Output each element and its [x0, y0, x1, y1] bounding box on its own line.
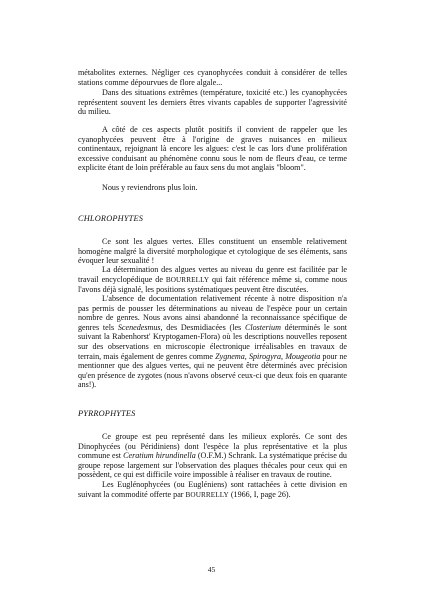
text-run: L'absence de documentation relativement récente à notre disposition n'a pas permis de pousser les déterminations au niveau de l'espèce pour un certain nombre de genres. Nous avons ainsi abandonné la reconnaissance spécifique de genres tels	[78, 294, 347, 332]
text-run: ,	[281, 351, 286, 361]
text-run: La détermination des algues vertes au niveau du genre est facilitée par le travail encyclopédique de	[78, 265, 347, 284]
text-run: Dans des situations extrêmes (température, toxicité etc.) les cyanophycées représentent souvent les derniers êtres vivants capables de supporter l'agressivité du milieu.	[78, 88, 347, 117]
paragraph-dinophycees	[78, 432, 347, 480]
italic-term: Scenedesmus	[117, 322, 161, 332]
section-heading-pyrrophytes: PYRROPHYTES	[78, 409, 136, 418]
section-heading-chlorophytes: CHLOROPHYTES	[78, 214, 144, 223]
author-name: BOURRELLY	[185, 490, 229, 499]
text-run: déterminés le sont suivant la Rabenhorst' Kryptogamen-Flora) où les descriptions nouvelles reposent sur des observations en microscopie électronique irréalisables en travaux de terrain, mais également de genres comme	[78, 322, 347, 361]
text-run: ,	[244, 351, 249, 361]
paragraph-nous-y-reviendrons	[78, 183, 347, 193]
paragraph-determination	[78, 265, 347, 295]
italic-term: Closterium	[244, 322, 281, 332]
text-run: qui fait référence même si, comme nous l'avons déjà signalé, les positions systématiques peuvent être discutées.	[78, 274, 348, 295]
text-run: pour ne mentionner que des algues vertes, qui ne peuvent être déterminés avec précision qu'en présence de zygotes (nous n'avons observé ceux-ci que deux fois en quarante ans!).	[78, 351, 348, 390]
italic-term: Zygnema	[215, 351, 245, 361]
paragraph-algues-vertes	[78, 237, 347, 266]
author-name: BOURRELLY	[165, 275, 210, 284]
italic-term: Ceratium hirundinella	[123, 451, 196, 461]
paragraph-euglenophycees	[78, 480, 347, 500]
text-run: Ce groupe est peu représenté dans les milieux explorés. Ce sont des Dinophycées (ou Péridiniens) dont l'espèce la plus représentative et la plus commune est	[78, 432, 347, 461]
paragraph-absence-documentation	[78, 294, 347, 390]
text-run: Les Euglénophycées (ou Eugléniens) sont rattachées à cette division en suivant la commodité offerte par	[78, 480, 347, 499]
text-run: Ce sont les algues vertes. Elles constituent un ensemble relativement homogène malgré la diversité morphologique et cytologique de ses éléments, sans évoquer leur sexualité !	[78, 237, 347, 266]
text-run: (1966, I, page 26).	[228, 489, 291, 499]
paragraph-situations-extremes	[78, 88, 347, 117]
paragraph-metabolites	[78, 68, 347, 87]
page-number: 45	[207, 565, 216, 574]
text-run: Nous y reviendrons plus loin.	[102, 183, 198, 192]
paragraph-aspects-positifs	[78, 125, 347, 173]
text-run: métabolites externes. Négliger ces cyanophycées conduit à considérer de telles stations comme dépourvues de flore algale...	[78, 68, 347, 87]
italic-term: Spirogyra	[248, 351, 282, 361]
text-run: A côté de ces aspects plutôt positifs il convient de rappeler que les cyanophycées peuvent être à l'origine de graves nuisances en milieux continentaux, rejoignant là encore les algues: c'est le cas lors d'une prolifération excessive conduisant au phénomène connu sous le nom de fleurs d'eau, ce terme explicite étant de loin préférable au faux sens du mot anglais "bloom".	[78, 125, 347, 173]
text-run: , des Desmidiacées (les	[160, 322, 245, 332]
text-run: (O.F.M.) Schrank. La systématique précise du groupe repose largement sur l'observation des plaques thécales pour ceux qui en possèdent, ce qui est difficile voire impossible à réaliser en travaux de routine.	[78, 451, 347, 480]
italic-term: Mougeotia	[285, 351, 321, 361]
